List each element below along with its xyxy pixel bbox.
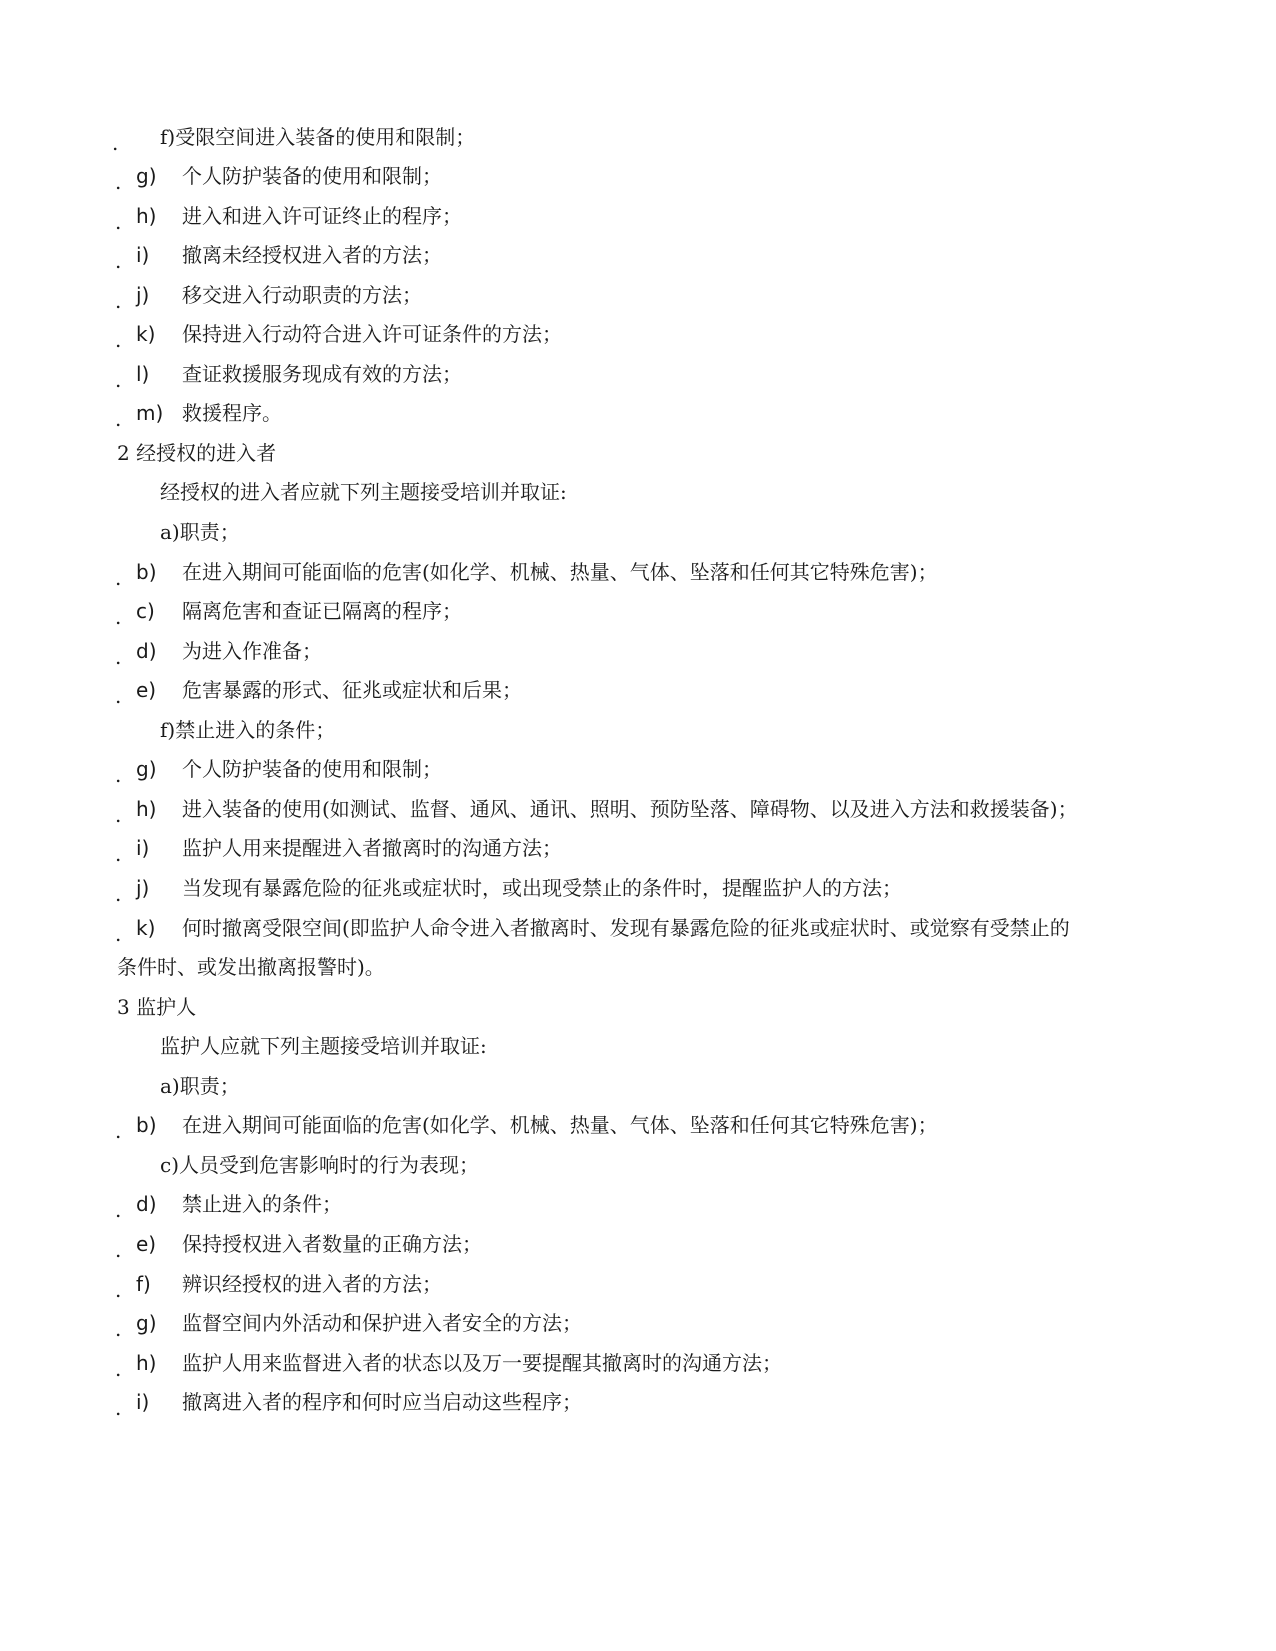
- item-text: 危害暴露的形式、征兆或症状和后果；: [182, 678, 522, 702]
- item-text: 禁止进入的条件；: [182, 1192, 342, 1216]
- list-item: [0, 710, 1276, 750]
- list-item: [0, 631, 1276, 671]
- item-label: j): [136, 283, 150, 307]
- bullet-dot: .: [115, 249, 122, 273]
- list-item: [0, 354, 1276, 394]
- list-item: [0, 789, 1276, 829]
- list-item: [0, 314, 1276, 354]
- list-item: [0, 393, 1276, 433]
- list-item: [0, 512, 1276, 552]
- list-item: [0, 235, 1276, 275]
- list-item: [0, 670, 1276, 710]
- bullet-dot: .: [115, 368, 122, 392]
- section-heading: [0, 987, 1276, 1027]
- bullet-dot: .: [115, 605, 122, 629]
- list-item: [0, 196, 1276, 236]
- item-text: 隔离危害和查证已隔离的程序；: [182, 599, 462, 623]
- list-item-continuation: [0, 947, 1276, 987]
- item-text: 个人防护装备的使用和限制；: [182, 164, 442, 188]
- item-text: 监护人用来监督进入者的状态以及万一要提醒其撤离时的沟通方法；: [182, 1351, 782, 1375]
- bullet-dot: .: [115, 803, 122, 827]
- list-item: [0, 908, 1276, 948]
- list-item: [0, 275, 1276, 315]
- item-label: g): [136, 757, 157, 781]
- item-label: i): [136, 1390, 150, 1414]
- list-item: [0, 1066, 1276, 1106]
- bullet-dot: .: [115, 922, 122, 946]
- bullet-dot: .: [115, 1119, 122, 1143]
- section-3-intro: 监护人应就下列主题接受培训并取证:: [160, 1034, 487, 1058]
- item-text: 进入和进入许可证终止的程序；: [182, 204, 462, 228]
- item-label: i): [136, 243, 150, 267]
- bullet-dot: .: [115, 170, 122, 194]
- list-item: [0, 1224, 1276, 1264]
- item-text: 在进入期间可能面临的危害(如化学、机械、热量、气体、坠落和任何其它特殊危害)；: [182, 1113, 938, 1137]
- item-text: 为进入作准备；: [182, 639, 322, 663]
- bullet-dot: .: [115, 1396, 122, 1420]
- item-text: 移交进入行动职责的方法；: [182, 283, 422, 307]
- list-item: [0, 828, 1276, 868]
- item-label: e): [136, 1232, 157, 1256]
- list-item: [0, 749, 1276, 789]
- list-item: [0, 1343, 1276, 1383]
- bullet-dot: .: [115, 645, 122, 669]
- list-item: [0, 156, 1276, 196]
- item-text: c)人员受到危害影响时的行为表现；: [160, 1153, 480, 1177]
- list-item: [0, 552, 1276, 592]
- item-text: 监督空间内外活动和保护进入者安全的方法；: [182, 1311, 582, 1335]
- item-text: 撤离进入者的程序和何时应当启动这些程序；: [182, 1390, 582, 1414]
- item-label: l): [136, 362, 150, 386]
- item-label: g): [136, 1311, 157, 1335]
- item-text: 救援程序。: [182, 401, 282, 425]
- bullet-dot: .: [115, 842, 122, 866]
- item-text: 撤离未经授权进入者的方法；: [182, 243, 442, 267]
- list-item: [0, 1145, 1276, 1185]
- list-item: [0, 1184, 1276, 1224]
- item-label: d): [136, 1192, 157, 1216]
- bullet-dot: .: [112, 131, 119, 155]
- bullet-dot: .: [115, 289, 122, 313]
- item-label: e): [136, 678, 157, 702]
- item-text: 辨识经授权的进入者的方法；: [182, 1272, 442, 1296]
- bullet-dot: .: [115, 1278, 122, 1302]
- bullet-dot: .: [115, 328, 122, 352]
- item-label: c): [136, 599, 155, 623]
- item-text: 个人防护装备的使用和限制；: [182, 757, 442, 781]
- item-text: 监护人用来提醒进入者撤离时的沟通方法；: [182, 836, 562, 860]
- item-text: 在进入期间可能面临的危害(如化学、机械、热量、气体、坠落和任何其它特殊危害)；: [182, 560, 938, 584]
- list-item: [0, 868, 1276, 908]
- list-item: [0, 1105, 1276, 1145]
- section-intro: [0, 1026, 1276, 1066]
- item-text: 查证救援服务现成有效的方法；: [182, 362, 462, 386]
- bullet-dot: .: [115, 882, 122, 906]
- list-item: [0, 1382, 1276, 1422]
- item-label: k): [136, 322, 156, 346]
- item-label: m): [136, 401, 164, 425]
- item-label: g): [136, 164, 157, 188]
- item-text: 保持进入行动符合进入许可证条件的方法；: [182, 322, 562, 346]
- item-label: b): [136, 1113, 157, 1137]
- bullet-dot: .: [115, 763, 122, 787]
- item-label: b): [136, 560, 157, 584]
- item-text: a)职责；: [160, 1074, 240, 1098]
- list-item: [0, 1264, 1276, 1304]
- list-item: [0, 1303, 1276, 1343]
- bullet-dot: .: [115, 1238, 122, 1262]
- bullet-dot: .: [115, 684, 122, 708]
- section-3-heading: 3 监护人: [117, 995, 197, 1019]
- item-label: h): [136, 1351, 157, 1375]
- section-intro: [0, 472, 1276, 512]
- section-2-heading: 2 经授权的进入者: [117, 441, 277, 465]
- item-text: a)职责；: [160, 520, 240, 544]
- item-label: f): [136, 1272, 151, 1296]
- item-label: d): [136, 639, 157, 663]
- item-label: j): [136, 876, 150, 900]
- bullet-dot: .: [115, 1317, 122, 1341]
- bullet-dot: .: [115, 407, 122, 431]
- item-text: f)受限空间进入装备的使用和限制；: [160, 125, 476, 149]
- item-text: 当发现有暴露危险的征兆或症状时，或出现受禁止的条件时，提醒监护人的方法；: [182, 876, 902, 900]
- item-text: 条件时、或发出撤离报警时)。: [117, 955, 385, 979]
- item-text: 进入装备的使用(如测试、监督、通风、通讯、照明、预防坠落、障碍物、以及进入方法和救援装备)；: [182, 797, 1078, 821]
- item-text: 保持授权进入者数量的正确方法；: [182, 1232, 482, 1256]
- bullet-dot: .: [115, 210, 122, 234]
- item-text: f)禁止进入的条件；: [160, 718, 336, 742]
- section-heading: [0, 433, 1276, 473]
- item-label: h): [136, 204, 157, 228]
- bullet-dot: .: [115, 566, 122, 590]
- bullet-dot: .: [115, 1357, 122, 1381]
- item-text: 何时撤离受限空间(即监护人命令进入者撤离时、发现有暴露危险的征兆或症状时、或觉察有受禁止的: [182, 916, 1070, 940]
- item-label: h): [136, 797, 157, 821]
- item-label: i): [136, 836, 150, 860]
- bullet-dot: .: [115, 1198, 122, 1222]
- item-label: k): [136, 916, 156, 940]
- list-item: [0, 591, 1276, 631]
- list-item: [0, 117, 1276, 157]
- section-2-intro: 经授权的进入者应就下列主题接受培训并取证:: [160, 480, 567, 504]
